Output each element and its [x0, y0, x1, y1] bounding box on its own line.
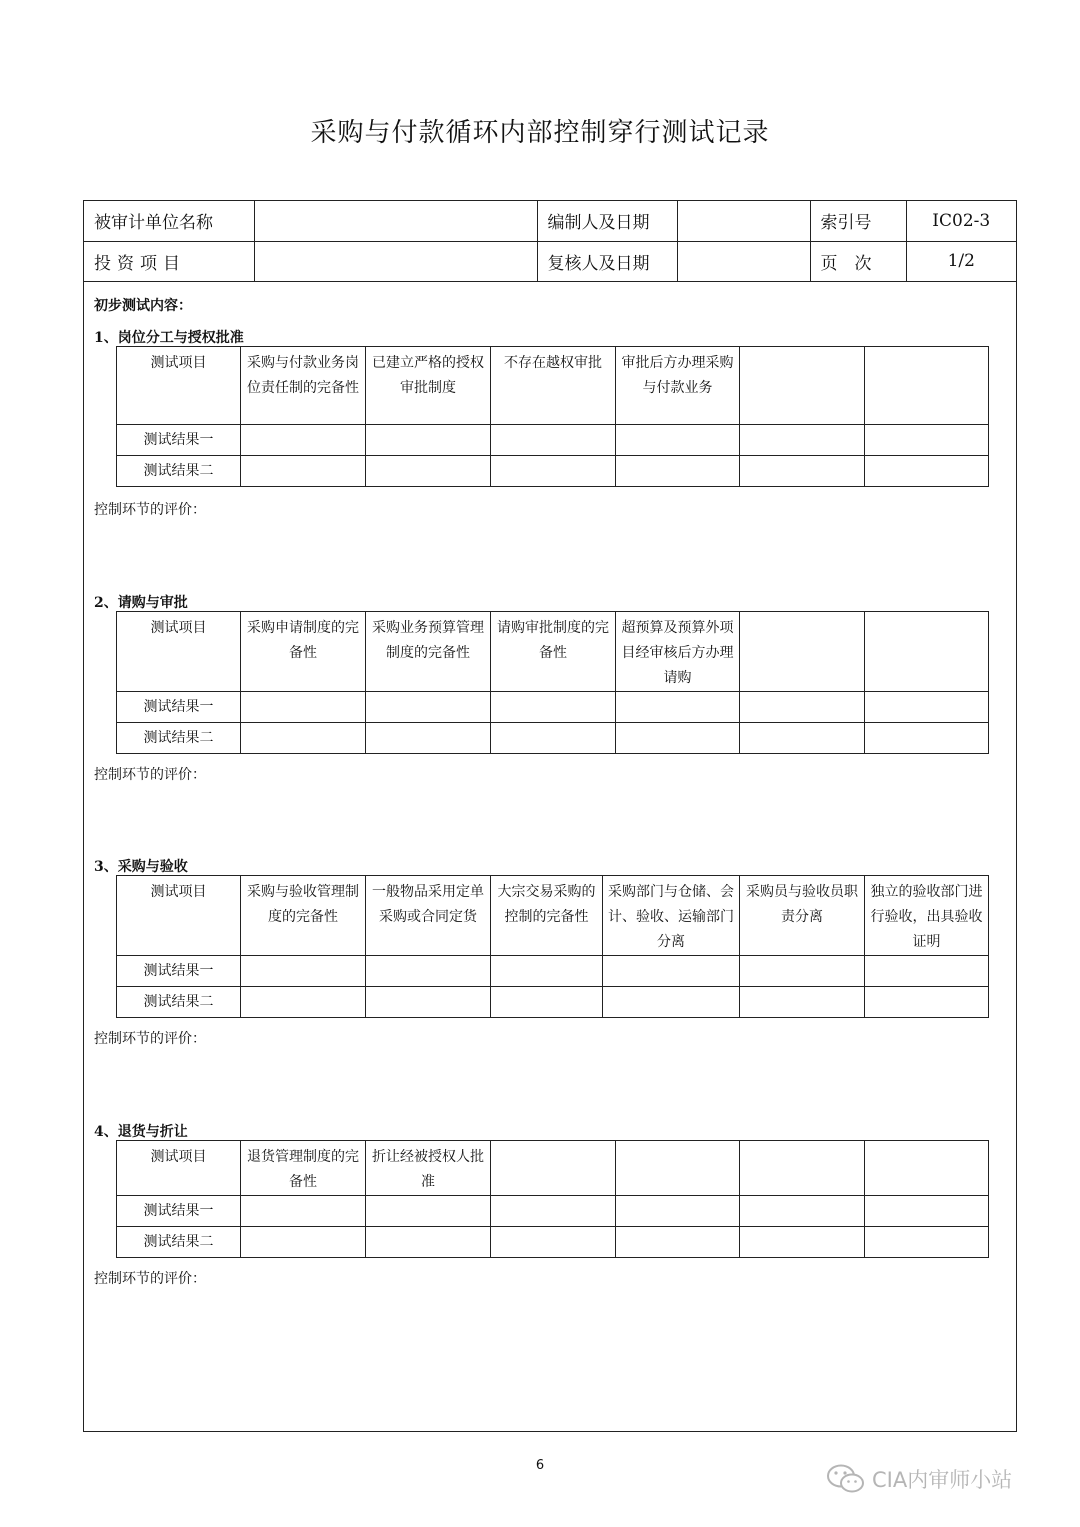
result-cell[interactable]	[366, 425, 491, 456]
row-label: 测试结果一	[117, 956, 241, 987]
result-row	[117, 456, 989, 487]
result-cell[interactable]	[603, 987, 740, 1018]
test-table	[116, 611, 989, 754]
wechat-icon	[826, 1463, 866, 1495]
result-cell[interactable]	[241, 456, 366, 487]
result-cell[interactable]	[241, 692, 366, 723]
project-label: 投资项目	[84, 241, 254, 281]
form-frame	[83, 200, 1017, 1432]
result-cell[interactable]	[491, 456, 616, 487]
reviewer-label: 复核人及日期	[537, 241, 677, 281]
result-cell[interactable]	[491, 692, 616, 723]
test-table	[116, 1140, 989, 1258]
test-item-cell: 折让经被授权人批准	[366, 1141, 491, 1196]
section-heading: 4、退货与折让	[94, 1124, 188, 1140]
page-number: 6	[535, 1458, 545, 1473]
audited-unit-value[interactable]	[254, 201, 537, 241]
test-item-cell: 采购与付款业务岗位责任制的完备性	[241, 347, 366, 425]
test-item-row	[117, 1141, 989, 1196]
test-item-cell: 已建立严格的授权审批制度	[366, 347, 491, 425]
result-cell[interactable]	[241, 987, 366, 1018]
result-cell[interactable]	[491, 1196, 616, 1227]
result-row	[117, 987, 989, 1018]
result-cell[interactable]	[616, 456, 740, 487]
test-item-row	[117, 347, 989, 425]
result-cell[interactable]	[865, 956, 989, 987]
evaluation-label: 控制环节的评价：	[94, 1271, 206, 1287]
page-title: 采购与付款循环内部控制穿行测试记录	[310, 118, 770, 148]
index-value[interactable]: IC02-3	[906, 201, 1016, 241]
result-cell[interactable]	[616, 1227, 740, 1258]
test-item-cell	[865, 1141, 989, 1196]
result-cell[interactable]	[865, 723, 989, 754]
result-cell[interactable]	[740, 456, 865, 487]
test-table	[116, 346, 989, 487]
test-table	[116, 875, 989, 1018]
result-cell[interactable]	[865, 987, 989, 1018]
result-row	[117, 1227, 989, 1258]
result-cell[interactable]	[366, 1227, 491, 1258]
test-item-cell: 不存在越权审批	[491, 347, 616, 425]
evaluation-label: 控制环节的评价：	[94, 767, 206, 783]
result-cell[interactable]	[865, 692, 989, 723]
watermark-text: CIA内审师小站	[872, 1468, 1013, 1492]
result-cell[interactable]	[491, 1227, 616, 1258]
result-cell[interactable]	[241, 425, 366, 456]
header-row	[84, 201, 1016, 241]
result-cell[interactable]	[491, 723, 616, 754]
result-cell[interactable]	[740, 1227, 865, 1258]
test-item-cell: 退货管理制度的完备性	[241, 1141, 366, 1196]
result-cell[interactable]	[740, 425, 865, 456]
result-cell[interactable]	[366, 456, 491, 487]
result-cell[interactable]	[366, 987, 491, 1018]
row-label: 测试结果一	[117, 1196, 241, 1227]
row-label: 测试结果二	[117, 723, 241, 754]
result-cell[interactable]	[740, 692, 865, 723]
result-cell[interactable]	[740, 987, 865, 1018]
result-cell[interactable]	[366, 956, 491, 987]
section-heading: 2、请购与审批	[94, 595, 188, 611]
row-label: 测试结果二	[117, 456, 241, 487]
test-item-cell: 采购部门与仓储、会计、验收、运输部门分离	[603, 876, 740, 956]
test-item-cell: 超预算及预算外项目经审核后方办理请购	[616, 612, 740, 692]
result-cell[interactable]	[366, 723, 491, 754]
header-table	[84, 201, 1016, 282]
result-cell[interactable]	[241, 956, 366, 987]
test-item-cell	[740, 347, 865, 425]
result-cell[interactable]	[616, 1196, 740, 1227]
result-cell[interactable]	[616, 723, 740, 754]
test-item-cell: 请购审批制度的完备性	[491, 612, 616, 692]
header-row	[84, 241, 1016, 281]
result-row	[117, 425, 989, 456]
preparer-value[interactable]	[677, 201, 810, 241]
section-heading: 1、岗位分工与授权批准	[94, 330, 244, 346]
row-label: 测试结果一	[117, 425, 241, 456]
result-cell[interactable]	[616, 425, 740, 456]
test-item-cell	[865, 612, 989, 692]
reviewer-value[interactable]	[677, 241, 810, 281]
result-row	[117, 692, 989, 723]
test-item-cell	[740, 1141, 865, 1196]
test-item-cell: 审批后方办理采购与付款业务	[616, 347, 740, 425]
result-cell[interactable]	[865, 1227, 989, 1258]
test-item-cell: 独立的验收部门进行验收，出具验收证明	[865, 876, 989, 956]
index-label: 索引号	[810, 201, 906, 241]
row-label: 测试项目	[117, 612, 241, 692]
row-label: 测试项目	[117, 1141, 241, 1196]
preparer-label: 编制人及日期	[537, 201, 677, 241]
page-label: 页 次	[810, 241, 906, 281]
test-item-row	[117, 612, 989, 692]
row-label: 测试结果二	[117, 1227, 241, 1258]
test-item-cell	[865, 347, 989, 425]
row-label: 测试项目	[117, 876, 241, 956]
result-cell[interactable]	[491, 425, 616, 456]
result-cell[interactable]	[603, 956, 740, 987]
result-cell[interactable]	[241, 1196, 366, 1227]
test-item-cell: 一般物品采用定单采购或合同定货	[366, 876, 491, 956]
audited-unit-label: 被审计单位名称	[84, 201, 254, 241]
result-cell[interactable]	[491, 987, 603, 1018]
row-label: 测试项目	[117, 347, 241, 425]
test-item-cell	[740, 612, 865, 692]
result-cell[interactable]	[366, 1196, 491, 1227]
result-cell[interactable]	[865, 1196, 989, 1227]
result-row	[117, 1196, 989, 1227]
result-cell[interactable]	[865, 425, 989, 456]
result-cell[interactable]	[740, 956, 865, 987]
result-cell[interactable]	[241, 723, 366, 754]
test-item-cell: 采购与验收管理制度的完备性	[241, 876, 366, 956]
project-value[interactable]	[254, 241, 537, 281]
result-row	[117, 956, 989, 987]
test-item-cell: 大宗交易采购的控制的完备性	[491, 876, 603, 956]
row-label: 测试结果一	[117, 692, 241, 723]
result-cell[interactable]	[740, 723, 865, 754]
watermark	[826, 1463, 1012, 1495]
result-cell[interactable]	[616, 692, 740, 723]
test-item-cell	[616, 1141, 740, 1196]
result-cell[interactable]	[241, 1227, 366, 1258]
evaluation-label: 控制环节的评价：	[94, 502, 206, 518]
row-label: 测试结果二	[117, 987, 241, 1018]
evaluation-label: 控制环节的评价：	[94, 1031, 206, 1047]
result-cell[interactable]	[865, 456, 989, 487]
test-item-cell: 采购申请制度的完备性	[241, 612, 366, 692]
intro-label: 初步测试内容：	[94, 298, 192, 314]
test-item-cell	[491, 1141, 616, 1196]
section-heading: 3、采购与验收	[94, 859, 188, 875]
test-item-row	[117, 876, 989, 956]
result-row	[117, 723, 989, 754]
result-cell[interactable]	[491, 956, 603, 987]
result-cell[interactable]	[366, 692, 491, 723]
test-item-cell: 采购业务预算管理制度的完备性	[366, 612, 491, 692]
test-item-cell: 采购员与验收员职责分离	[740, 876, 865, 956]
result-cell[interactable]	[740, 1196, 865, 1227]
page-value[interactable]: 1/2	[906, 241, 1016, 281]
